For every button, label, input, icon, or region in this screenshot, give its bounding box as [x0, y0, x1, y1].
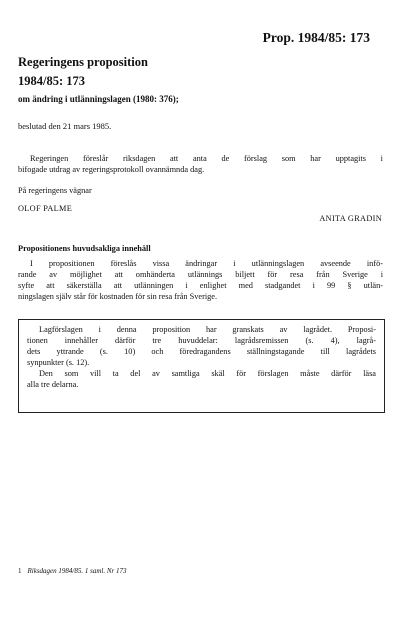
- signature-minister: ANITA GRADIN: [319, 214, 382, 223]
- document-subtitle: om ändring i utlänningslagen (1980: 376);: [18, 94, 179, 104]
- summary-paragraph: [18, 258, 383, 302]
- notice-line: alla tre delarna.: [27, 380, 79, 389]
- proposition-number: Prop. 1984/85: 173: [262, 30, 370, 45]
- decision-date: beslutad den 21 mars 1985.: [18, 121, 112, 131]
- summary-line: I propositionen föreslås vissa ändringar i utlänningslagen avseende infö-: [30, 259, 383, 268]
- intro-line: Regeringen föreslår riksdagen att anta de förslag som har upptagits i: [30, 154, 383, 163]
- notice-line: Den som vill ta del av samtliga skäl för förslagen måste därför läsa: [39, 369, 376, 378]
- intro-line: bifogade utdrag av regeringsprotokoll ovannämnda dag.: [18, 165, 205, 174]
- summary-heading: Propositionens huvudsakliga innehåll: [18, 244, 151, 253]
- signature-prime-minister: OLOF PALME: [18, 204, 73, 213]
- document-title: Regeringens proposition: [18, 55, 148, 69]
- intro-paragraph: [18, 153, 383, 175]
- notice-line: tionen innehåller därför tre huvuddelar: lagrådsremissen (s. 4), lagrå-: [27, 336, 376, 345]
- signature-on-behalf: På regeringens vägnar: [18, 186, 92, 195]
- page-footer: [18, 567, 126, 575]
- summary-line: syfte att säkerställa att utlänningen i enlighet med stadgandet i 99 § utlän-: [18, 281, 383, 290]
- summary-line: ningslagen själv står för kostnaden för sin resa från Sverige.: [18, 292, 218, 301]
- notice-line: dets yttrande (s. 10) och föredragandens ställningstagande till lagrådets: [27, 347, 376, 356]
- notice-line: Lagförslagen i denna proposition har granskats av lagrådet. Proposi-: [39, 325, 376, 334]
- notice-box: [18, 319, 385, 413]
- footer-text: Riksdagen 1984/85. 1 saml. Nr 173: [27, 567, 127, 575]
- notice-line: synpunkter (s. 12).: [27, 358, 90, 367]
- summary-line: rande av möjlighet att omhänderta utlännings biljett för resa från Sverige i: [18, 270, 383, 279]
- page-number: 1: [18, 567, 22, 575]
- document-number: 1984/85: 173: [18, 74, 86, 88]
